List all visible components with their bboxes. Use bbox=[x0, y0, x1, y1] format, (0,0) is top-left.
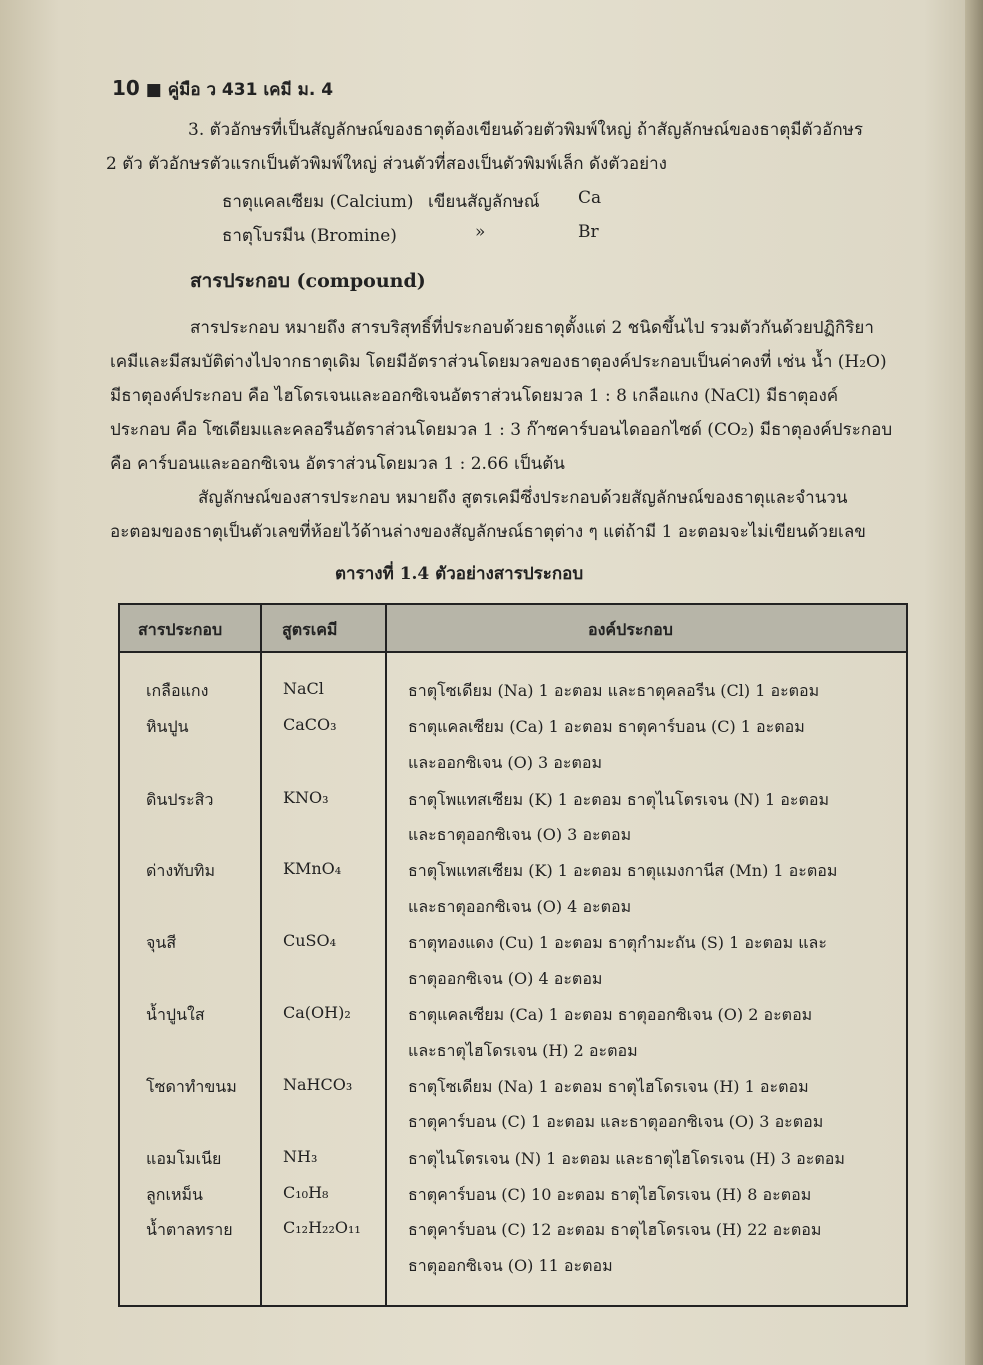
compound-formula: Ca(OH)₂ bbox=[283, 1003, 351, 1022]
compound-formula: KMnO₄ bbox=[283, 859, 342, 878]
running-header bbox=[112, 76, 333, 103]
compound-composition: ธาตุไนโตรเจน (N) 1 อะตอม และธาตุไฮโดรเจน (H) 3 อะตอม bbox=[408, 1149, 845, 1168]
example-symbol-2: Br bbox=[578, 222, 599, 242]
definition-line-1: สารประกอบ หมายถึง สารบริสุทธิ์ที่ประกอบด้วยธาตุตั้งแต่ 2 ชนิดขึ้นไป รวมตัวกันด้วยปฏิกิริยา bbox=[190, 318, 874, 338]
compound-composition: ธาตุแคลเซียม (Ca) 1 อะตอม ธาตุออกซิเจน (O) 2 อะตอม bbox=[408, 1005, 813, 1024]
compound-composition: ธาตุโพแทสเซียม (K) 1 อะตอม ธาตุแมงกานีส (Mn) 1 อะตอม bbox=[408, 861, 838, 880]
compound-table bbox=[118, 603, 908, 1307]
header-compound: สารประกอบ bbox=[138, 620, 223, 639]
compound-composition: และธาตุออกซิเจน (O) 3 อะตอม bbox=[408, 825, 632, 844]
compound-composition: และธาตุออกซิเจน (O) 4 อะตอม bbox=[408, 897, 632, 916]
compound-formula: NaCl bbox=[283, 679, 324, 698]
compound-composition: ธาตุโพแทสเซียม (K) 1 อะตอม ธาตุไนโตรเจน (N) 1 อะตอม bbox=[408, 790, 830, 809]
example-name-1: ธาตุแคลเซียม (Calcium) bbox=[222, 192, 414, 212]
header-composition: องค์ประกอบ bbox=[588, 620, 673, 639]
compound-name: ด่างทับทิม bbox=[146, 861, 215, 880]
example-verb-1: เขียนสัญลักษณ์ bbox=[428, 192, 540, 212]
compound-name: แอมโมเนีย bbox=[146, 1149, 222, 1168]
header-bullet: ■ bbox=[145, 80, 162, 100]
compound-name: ดินประสิว bbox=[146, 790, 214, 809]
compound-composition: ธาตุออกซิเจน (O) 11 อะตอม bbox=[408, 1256, 613, 1275]
section-title: สารประกอบ (compound) bbox=[190, 270, 426, 292]
compound-name: ลูกเหม็น bbox=[146, 1185, 203, 1204]
compound-name: เกลือแกง bbox=[146, 681, 209, 700]
symbol-def-line-1: สัญลักษณ์ของสารประกอบ หมายถึง สูตรเคมีซึ่งประกอบด้วยสัญลักษณ์ของธาตุและจำนวน bbox=[198, 488, 848, 508]
compound-name: โซดาทำขนม bbox=[146, 1077, 237, 1096]
compound-formula: CuSO₄ bbox=[283, 931, 337, 950]
example-name-2: ธาตุโบรมีน (Bromine) bbox=[222, 226, 397, 246]
compound-name: น้ำปูนใส bbox=[146, 1005, 205, 1024]
page-number: 10 bbox=[112, 76, 140, 100]
compound-composition: ธาตุโซเดียม (Na) 1 อะตอม ธาตุไฮโดรเจน (H) 1 อะตอม bbox=[408, 1077, 809, 1096]
compound-composition: ธาตุคาร์บอน (C) 1 อะตอม และธาตุออกซิเจน (O) 3 อะตอม bbox=[408, 1112, 824, 1131]
compound-composition: และธาตุไฮโดรเจน (H) 2 อะตอม bbox=[408, 1041, 638, 1060]
compound-formula: KNO₃ bbox=[283, 788, 329, 807]
definition-line-4: ประกอบ คือ โซเดียมและคลอรีนอัตราส่วนโดยมวล 1 : 3 ก๊าซคาร์บอนไดออกไซด์ (CO₂) มีธาตุองค์ประกอบ bbox=[110, 420, 893, 440]
compound-name: น้ำตาลทราย bbox=[146, 1220, 233, 1239]
compound-composition: ธาตุโซเดียม (Na) 1 อะตอม และธาตุคลอรีน (Cl) 1 อะตอม bbox=[408, 681, 820, 700]
compound-formula: C₁₂H₂₂O₁₁ bbox=[283, 1218, 361, 1237]
rule3-line2: 2 ตัว ตัวอักษรตัวแรกเป็นตัวพิมพ์ใหญ่ ส่วนตัวที่สองเป็นตัวพิมพ์เล็ก ดังตัวอย่าง bbox=[106, 154, 667, 174]
rule3-line1: 3. ตัวอักษรที่เป็นสัญลักษณ์ของธาตุต้องเขียนด้วยตัวพิมพ์ใหญ่ ถ้าสัญลักษณ์ของธาตุมีตัวอักษร bbox=[188, 120, 863, 140]
example-verb-2: » bbox=[475, 222, 486, 242]
compound-composition: ธาตุคาร์บอน (C) 10 อะตอม ธาตุไฮโดรเจน (H) 8 อะตอม bbox=[408, 1185, 812, 1204]
compound-composition: ธาตุคาร์บอน (C) 12 อะตอม ธาตุไฮโดรเจน (H) 22 อะตอม bbox=[408, 1220, 822, 1239]
column-divider bbox=[385, 605, 387, 1305]
definition-line-2: เคมีและมีสมบัติต่างไปจากธาตุเดิม โดยมีอัตราส่วนโดยมวลของธาตุองค์ประกอบเป็นค่าคงที่ เช่น น้ำ (H₂O) bbox=[110, 352, 887, 372]
definition-line-5: คือ คาร์บอนและออกซิเจน อัตราส่วนโดยมวล 1 : 2.66 เป็นต้น bbox=[110, 454, 565, 474]
compound-formula: NH₃ bbox=[283, 1147, 318, 1166]
compound-name: จุนสี bbox=[146, 933, 177, 952]
compound-formula: NaHCO₃ bbox=[283, 1075, 353, 1094]
symbol-def-line-2: อะตอมของธาตุเป็นตัวเลขที่ห้อยไว้ด้านล่างของสัญลักษณ์ธาตุต่าง ๆ แต่ถ้ามี 1 อะตอมจะไม่เขียนด้วยเลข bbox=[110, 522, 866, 542]
example-symbol-1: Ca bbox=[578, 188, 602, 208]
table-caption: ตารางที่ 1.4 ตัวอย่างสารประกอบ bbox=[335, 564, 584, 584]
definition-line-3: มีธาตุองค์ประกอบ คือ ไฮโดรเจนและออกซิเจนอัตราส่วนโดยมวล 1 : 8 เกลือแกง (NaCl) มีธาตุองค์ bbox=[110, 386, 839, 406]
compound-formula: CaCO₃ bbox=[283, 715, 337, 734]
table-header-row bbox=[120, 605, 906, 653]
compound-composition: ธาตุทองแดง (Cu) 1 อะตอม ธาตุกำมะถัน (S) 1 อะตอม และ bbox=[408, 933, 827, 952]
compound-composition: ธาตุแคลเซียม (Ca) 1 อะตอม ธาตุคาร์บอน (C) 1 อะตอม bbox=[408, 717, 805, 736]
compound-name: หินปูน bbox=[146, 717, 189, 736]
compound-composition: และออกซิเจน (O) 3 อะตอม bbox=[408, 753, 603, 772]
compound-composition: ธาตุออกซิเจน (O) 4 อะตอม bbox=[408, 969, 603, 988]
page-edge bbox=[965, 0, 983, 1365]
book-title: คู่มือ ว 431 เคมี ม. 4 bbox=[167, 80, 334, 100]
compound-formula: C₁₀H₈ bbox=[283, 1183, 329, 1202]
header-formula: สูตรเคมี bbox=[282, 620, 338, 639]
column-divider bbox=[260, 605, 262, 1305]
